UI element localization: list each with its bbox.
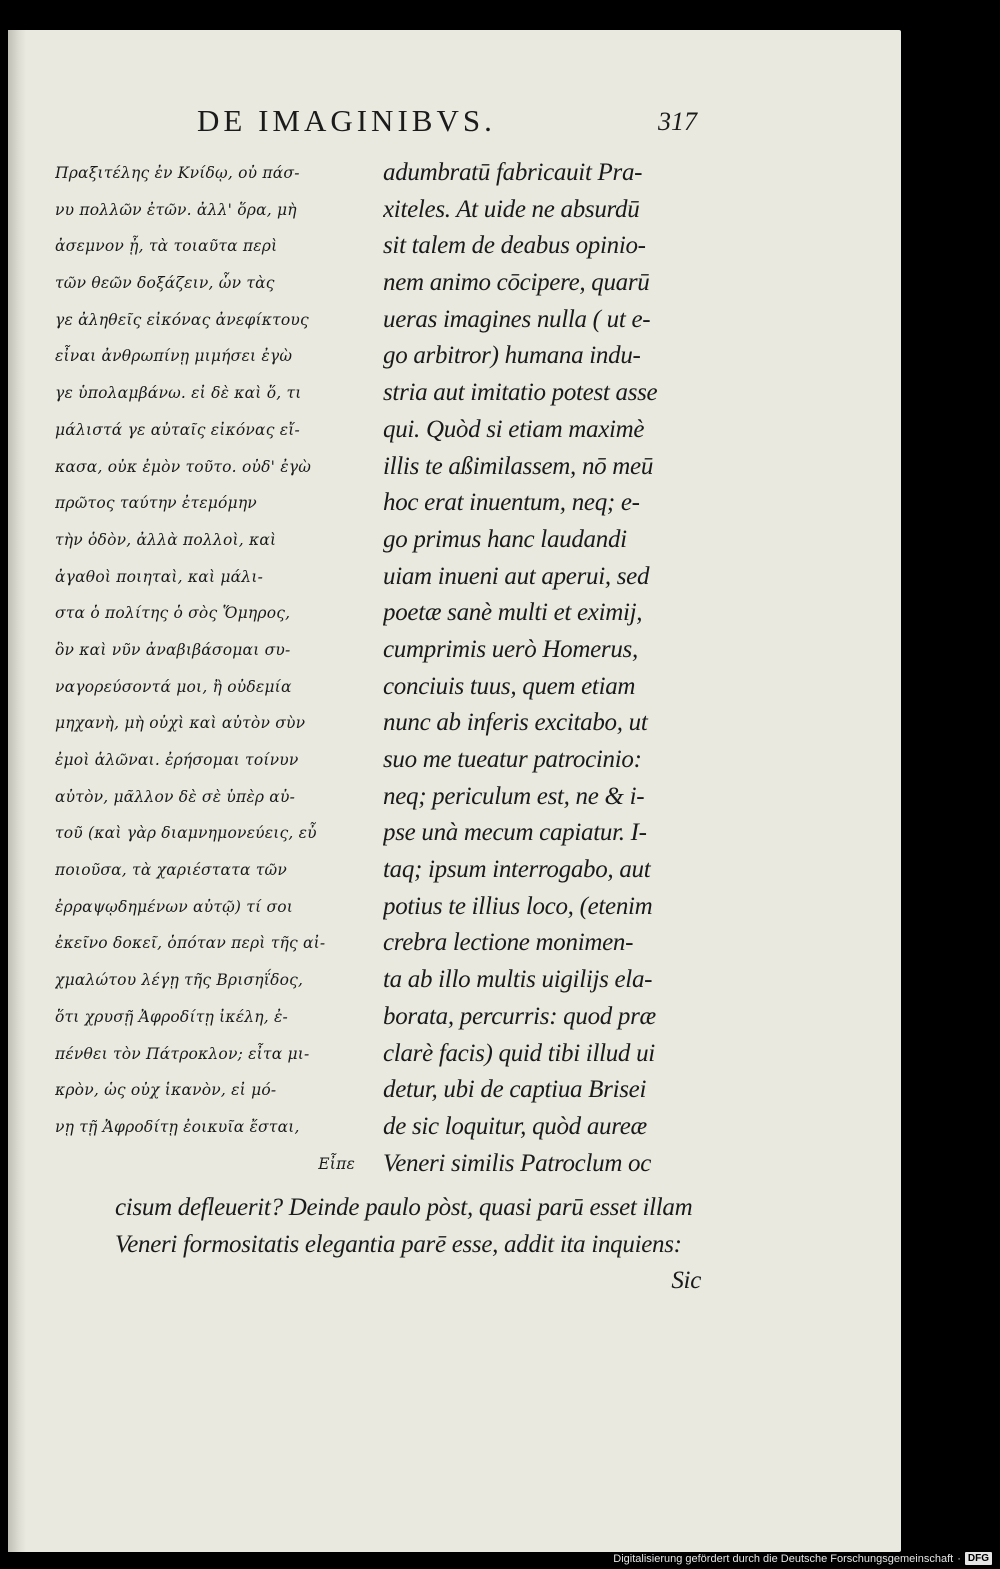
- text-line: Veneri formositatis elegantia parē esse, addit ita inquiens:: [115, 1230, 682, 1258]
- text-line: αὐτὸν, μᾶλλον δὲ σὲ ὑπὲρ αὐ-: [55, 787, 296, 806]
- text-line: uiam inueni aut aperui, sed: [383, 562, 650, 590]
- text-line: taq; ipsum interrogabo, aut: [383, 856, 651, 884]
- text-line: adumbratū fabricauit Pra-: [383, 159, 643, 186]
- text-line: ποιοῦσα, τὰ χαριέστατα τῶν: [55, 861, 288, 880]
- text-line: ἐκεῖνο δοκεῖ, ὁπόταν περὶ τῆς αἰ-: [55, 934, 326, 953]
- text-line: stria aut imitatio potest asse: [383, 379, 658, 407]
- text-line: ἐρραψῳδημένων αὐτῷ) τί σοι: [55, 897, 294, 916]
- text-line: γε ἀληθεῖς εἰκόνας ἀνεφίκτους: [55, 310, 309, 329]
- text-line: ἐμοὶ ἁλῶναι. ἐρήσομαι τοίνυν: [55, 751, 299, 769]
- text-line: nem animo cōcipere, quarū: [383, 269, 650, 297]
- text-line: πρῶτος ταύτην ἐτεμόμην: [55, 494, 257, 513]
- text-line: τὴν ὁδὸν, ἀλλὰ πολλοὶ, καὶ: [55, 530, 277, 549]
- text-line: πένθει τὸν Πάτροκλον; εἶτα μι-: [55, 1044, 310, 1063]
- latin-text-column: [383, 155, 701, 1182]
- text-line: τοῦ (καὶ γὰρ διαμνημονεύεις, εὖ: [55, 824, 317, 843]
- text-line: illis te aßimilassem, nō meū: [383, 452, 654, 480]
- text-line: ναγορεύσοντά μοι, ἢ οὐδεμία: [55, 677, 292, 696]
- text-line: Veneri similis Patroclum oc: [383, 1149, 652, 1177]
- text-line: de sic loquitur, quòd aureæ: [383, 1112, 647, 1140]
- text-line: γε ὑπολαμβάνω. εἰ δὲ καὶ ὅ, τι: [55, 384, 302, 403]
- text-line: Πραξιτέλης ἐν Κνίδῳ, οὐ πάσ-: [55, 164, 300, 182]
- text-line: borata, percurris: quod præ: [383, 1002, 656, 1030]
- text-line: suo me tueatur patrocinio:: [383, 746, 642, 773]
- dfg-logo-icon: DFG: [965, 1552, 992, 1565]
- text-line: ἀγαθοὶ ποιηταὶ, καὶ μάλι-: [55, 567, 264, 586]
- text-line: pse unà mecum capiatur. I-: [383, 819, 647, 847]
- text-line: νῃ τῇ Ἀφροδίτῃ ἐοικυῖα ἔσται,: [55, 1117, 300, 1136]
- running-title: DE IMAGINIBVS.: [197, 103, 496, 138]
- text-line: μηχανὴ, μὴ οὐχὶ καὶ αὐτὸν σὺν: [55, 714, 306, 733]
- text-line: χμαλώτου λέγῃ τῆς Βρισηΐδος,: [55, 971, 304, 990]
- text-line: ἀσεμνον ᾖ, τὰ τοιαῦτα περὶ: [55, 237, 278, 256]
- text-line: ta ab illo multis uigilijs ela-: [383, 966, 653, 994]
- text-line: ὃν καὶ νῦν ἀναβιβάσομαι συ-: [55, 640, 291, 659]
- catchword: Sic: [671, 1267, 701, 1295]
- text-line: εἶναι ἀνθρωπίνῃ μιμήσει ἐγὼ: [55, 347, 293, 366]
- text-line: qui. Quòd si etiam maximè: [383, 415, 645, 443]
- greek-text-column: [55, 155, 355, 1182]
- text-line: neq; periculum est, ne & i-: [383, 782, 645, 810]
- text-line: go arbitror) humana indu-: [383, 342, 641, 370]
- running-head: [197, 103, 697, 139]
- text-line: conciuis tuus, quem etiam: [383, 672, 636, 700]
- text-line: detur, ubi de captiua Brisei: [383, 1076, 647, 1104]
- text-line: hoc erat inuentum, neq; e-: [383, 489, 640, 517]
- text-line: sit talem de deabus opinio-: [383, 232, 646, 260]
- text-line: xiteles. At uide ne absurdū: [383, 195, 640, 223]
- text-line: Εἶπε: [318, 1154, 355, 1173]
- text-line: go primus hanc laudandi: [383, 525, 627, 553]
- text-line: ueras imagines nulla ( ut e-: [383, 305, 651, 333]
- full-width-text-block: [115, 1190, 969, 1300]
- page-gutter-shadow: [8, 30, 26, 1552]
- text-line: potius te illius loco, (etenim: [383, 892, 653, 920]
- text-line: ὅτι χρυσῇ Ἀφροδίτῃ ἰκέλη, ἐ-: [55, 1007, 288, 1026]
- text-line: κασα, οὐκ ἐμὸν τοῦτο. οὐδ' ἐγὼ: [55, 457, 312, 476]
- text-line: poetæ sanè multi et eximij,: [383, 599, 643, 627]
- text-line: nunc ab inferis excitabo, ut: [383, 709, 648, 737]
- text-line: clarè facis) quid tibi illud ui: [383, 1039, 655, 1067]
- page-number: 317: [658, 107, 697, 136]
- text-line: cumprimis uerò Homerus,: [383, 635, 638, 663]
- text-line: μάλιστά γε αὐταῖς εἰκόνας εἴ-: [55, 420, 300, 439]
- text-line: τῶν θεῶν δοξάζειν, ὧν τὰς: [55, 274, 275, 293]
- text-line: cisum defleuerit? Deinde paulo pòst, quasi parū esset illam: [115, 1194, 693, 1221]
- text-line: στα ὁ πολίτης ὁ σὸς Ὅμηρος,: [55, 604, 291, 623]
- text-line: κρὸν, ὡς οὐχ ἱκανὸν, εἰ μό-: [55, 1081, 277, 1100]
- text-line: νυ πολλῶν ἐτῶν. ἀλλ' ὅρα, μὴ: [55, 200, 297, 219]
- digitization-credit: Digitalisierung gefördert durch die Deutsche Forschungsgemeinschaft · DFG: [613, 1552, 992, 1565]
- credit-text: Digitalisierung gefördert durch die Deutsche Forschungsgemeinschaft: [613, 1552, 954, 1565]
- text-line: crebra lectione monimen-: [383, 929, 634, 957]
